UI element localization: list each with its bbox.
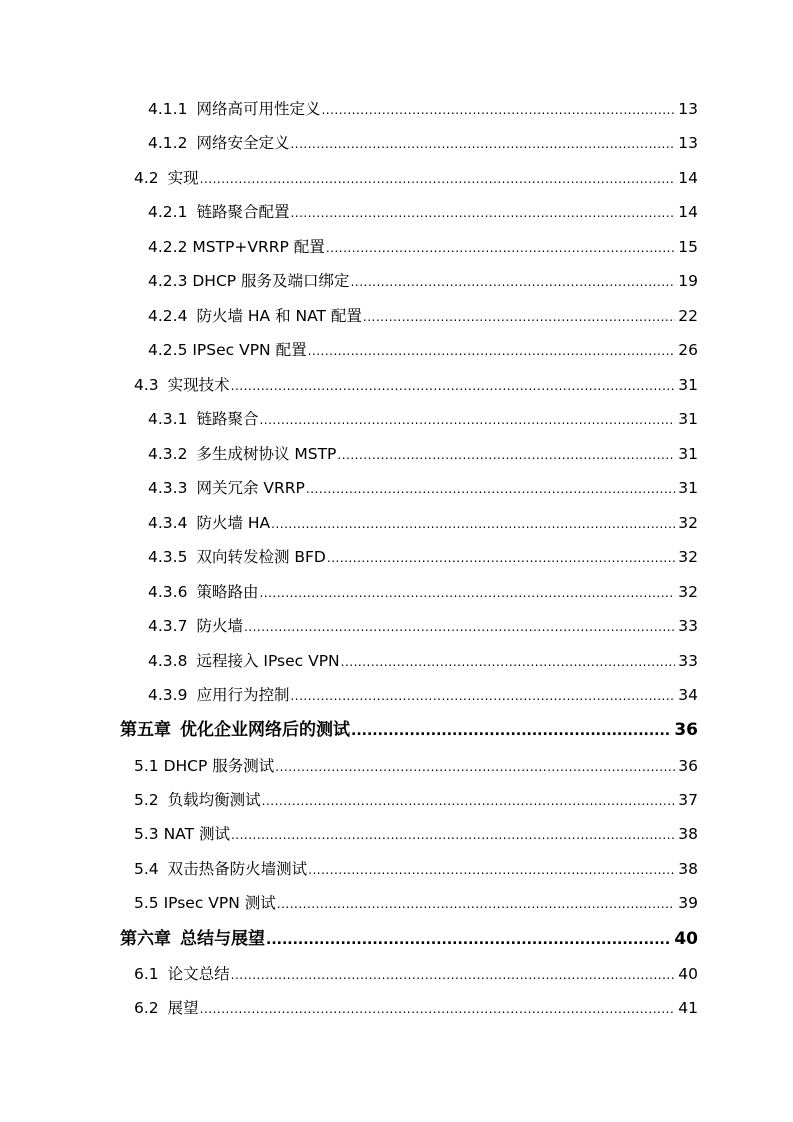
toc-entry (148, 682, 698, 708)
toc-leader-dots (326, 235, 675, 261)
toc-entry-title: 双向转发检测 BFD (196, 548, 326, 566)
toc-entry (134, 372, 698, 398)
toc-entry-page: 14 (678, 169, 698, 187)
toc-leader-dots (308, 857, 675, 883)
toc-entry-title: 5.1 DHCP 服务测试 (134, 757, 275, 775)
toc-entry (148, 613, 698, 639)
toc-entry-title: 4.2.5 IPSec VPN 配置 (148, 341, 307, 359)
toc-entry-page: 39 (678, 894, 698, 912)
toc-entry-number: 4.2.1 (148, 203, 188, 221)
toc-entry-number: 6.2 (134, 999, 159, 1017)
toc-chapter-entry (120, 926, 698, 952)
toc-entry-number: 4.3.6 (148, 583, 188, 601)
toc-leader-dots (275, 754, 675, 780)
toc-entry-title: 防火墙 HA (196, 514, 271, 532)
toc-entry-title: 4.2.2 MSTP+VRRP 配置 (148, 238, 325, 256)
toc-leader-dots (290, 683, 675, 709)
toc-entry (148, 130, 698, 156)
toc-entry (134, 856, 698, 882)
toc-entry-number: 4.3.5 (148, 548, 188, 566)
toc-entry-page: 34 (678, 686, 698, 704)
toc-entry-number: 4.3.2 (148, 445, 188, 463)
toc-entry-page: 31 (678, 479, 698, 497)
toc-leader-dots (200, 166, 676, 192)
toc-leader-dots (271, 511, 675, 537)
toc-entry-title: 4.2.3 DHCP 服务及端口绑定 (148, 272, 350, 290)
toc-entry-title: 应用行为控制 (196, 686, 290, 704)
toc-entry-page: 40 (678, 965, 698, 983)
toc-entry-number: 4.1.1 (148, 100, 188, 118)
toc-entry-title: 展望 (167, 999, 199, 1017)
toc-leader-dots (321, 97, 675, 123)
toc-entry (148, 199, 698, 225)
toc-entry-title: 网络高可用性定义 (196, 100, 321, 118)
toc-entry-page: 37 (678, 791, 698, 809)
toc-entry-number: 5.4 (134, 860, 159, 878)
toc-leader-dots (277, 891, 676, 917)
toc-leader-dots (351, 269, 676, 295)
toc-entry-number: 4.2.4 (148, 307, 188, 325)
toc-entry (148, 406, 698, 432)
toc-entry-title: 防火墙 (196, 617, 243, 635)
toc-leader-dots (259, 407, 675, 433)
toc-entry-number: 第六章 (120, 929, 171, 949)
toc-entry (148, 510, 698, 536)
toc-leader-dots (231, 962, 676, 988)
toc-entry-page: 13 (678, 134, 698, 152)
toc-leader-dots (231, 822, 675, 848)
toc-entry-page: 32 (678, 514, 698, 532)
toc-entry-title: 远程接入 IPsec VPN (196, 652, 340, 670)
toc-entry (148, 234, 698, 260)
toc-entry-title: 实现 (167, 169, 199, 187)
toc-entry-page: 36 (674, 720, 698, 740)
toc-entry (134, 787, 698, 813)
toc-leader-dots (259, 580, 675, 606)
toc-entry-page: 15 (678, 238, 698, 256)
toc-entry-title: 双击热备防火墙测试 (167, 860, 308, 878)
toc-entry-page: 33 (678, 652, 698, 670)
toc-entry-title: 实现技术 (167, 376, 230, 394)
toc-entry-page: 22 (678, 307, 698, 325)
toc-entry (148, 303, 698, 329)
toc-entry-page: 36 (678, 757, 698, 775)
toc-entry-number: 6.1 (134, 965, 159, 983)
toc-chapter-entry (120, 717, 698, 743)
toc-entry (148, 441, 698, 467)
toc-leader-dots (341, 649, 676, 675)
toc-leader-dots (290, 200, 675, 226)
toc-entry-number: 5.2 (134, 791, 159, 809)
toc-entry-number: 第五章 (120, 720, 171, 740)
toc-entry (134, 821, 698, 847)
toc-entry-title: 5.3 NAT 测试 (134, 825, 230, 843)
toc-entry (148, 579, 698, 605)
toc-entry-number: 4.3.8 (148, 652, 188, 670)
toc-leader-dots (262, 788, 676, 814)
toc-leader-dots (244, 614, 675, 640)
toc-entry-number: 4.2 (134, 169, 159, 187)
toc-entry-number: 4.3.3 (148, 479, 188, 497)
toc-entry-number: 4.3.7 (148, 617, 188, 635)
toc-entry-title: 链路聚合配置 (196, 203, 290, 221)
toc-entry-page: 40 (674, 929, 698, 949)
toc-entry-page: 14 (678, 203, 698, 221)
toc-entry-title: 多生成树协议 MSTP (196, 445, 337, 463)
toc-leader-dots (308, 338, 676, 364)
toc-entry-page: 33 (678, 617, 698, 635)
toc-entry-page: 26 (678, 341, 698, 359)
toc-entry-title: 链路聚合 (196, 410, 259, 428)
toc-entry-page: 38 (678, 825, 698, 843)
toc-leader-dots (231, 373, 676, 399)
toc-entry-title: 总结与展望 (180, 929, 265, 949)
toc-entry (148, 544, 698, 570)
toc-leader-dots (266, 927, 671, 953)
toc-entry-number: 4.1.2 (148, 134, 188, 152)
toc-leader-dots (306, 476, 675, 502)
toc-entry (148, 96, 698, 122)
toc-entry-page: 31 (678, 410, 698, 428)
toc-entry-page: 19 (678, 272, 698, 290)
toc-entry-page: 31 (678, 445, 698, 463)
toc-entry-page: 32 (678, 548, 698, 566)
toc-leader-dots (363, 304, 675, 330)
toc-leader-dots (200, 996, 676, 1022)
toc-entry-title: 5.5 IPsec VPN 测试 (134, 894, 276, 912)
toc-entry-title: 负载均衡测试 (167, 791, 261, 809)
toc-entry (148, 268, 698, 294)
toc-leader-dots (351, 718, 671, 744)
toc-entry (148, 337, 698, 363)
toc-entry (134, 165, 698, 191)
toc-entry-title: 网络安全定义 (196, 134, 290, 152)
toc-entry-title: 优化企业网络后的测试 (180, 720, 350, 740)
toc-leader-dots (337, 442, 675, 468)
toc-entry-page: 32 (678, 583, 698, 601)
toc-entry (148, 475, 698, 501)
toc-entry-title: 网关冗余 VRRP (196, 479, 305, 497)
toc-entry-page: 41 (678, 999, 698, 1017)
toc-entry-page: 13 (678, 100, 698, 118)
toc-entry-number: 4.3.4 (148, 514, 188, 532)
toc-entry (134, 995, 698, 1021)
toc-entry-title: 策略路由 (196, 583, 259, 601)
toc-entry (134, 961, 698, 987)
toc-entry-page: 31 (678, 376, 698, 394)
toc-leader-dots (327, 545, 675, 571)
toc-entry-number: 4.3.1 (148, 410, 188, 428)
toc-entry-number: 4.3 (134, 376, 159, 394)
toc-leader-dots (290, 131, 675, 157)
toc-entry (134, 753, 698, 779)
toc-entry-title: 防火墙 HA 和 NAT 配置 (196, 307, 362, 325)
toc-entry (148, 648, 698, 674)
toc-entry-page: 38 (678, 860, 698, 878)
toc-entry (134, 890, 698, 916)
toc-entry-title: 论文总结 (167, 965, 230, 983)
toc-entry-number: 4.3.9 (148, 686, 188, 704)
